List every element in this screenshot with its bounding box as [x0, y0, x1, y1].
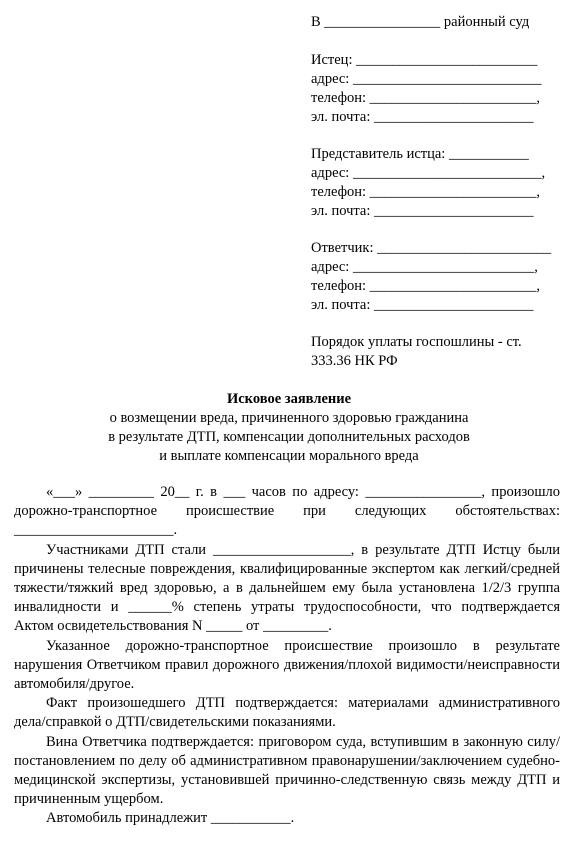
document-title-text: Исковое заявление: [226, 391, 352, 407]
paragraph-vehicle-owner: Автомобиль принадлежит ___________.: [46, 810, 295, 827]
subtitle-line-1: о возмещении вреда, причиненного здоровью гражданина: [109, 410, 469, 426]
representative-address: адрес: __________________________,: [311, 165, 546, 181]
plaintiff-address: адрес: __________________________: [311, 71, 542, 87]
claim-body: [14, 483, 560, 829]
paragraph-incident: «___» _________ 20__ г. в ___ часов по адресу: ________________, произошло дорожно-транспортное происшествие при следующих обстоятельствах: ______________________.: [14, 484, 560, 539]
document-title: [0, 390, 578, 409]
defendant-address: адрес: _________________________,: [311, 259, 538, 275]
defendant-phone: телефон: _______________________,: [311, 278, 541, 294]
plaintiff-label: Истец: _________________________: [311, 52, 538, 68]
plaintiff-email: эл. почта: ______________________: [311, 109, 534, 125]
paragraph-evidence: Факт произошедшего ДТП подтверждается: материалами административного дела/справкой о ДТП/свидетельскими показаниями.: [14, 695, 560, 731]
court-line: В ________________ районный суд: [311, 14, 530, 30]
subtitle-line-2: в результате ДТП, компенсации дополнительных расходов: [108, 429, 470, 445]
paragraph-participants: Участниками ДТП стали ___________________, в результате ДТП Истцу были причинены телесные повреждения, квалифицированные экспертом как легкий/средней тяжести/тяжкий вред здоровью, а в дальнейшем ему была установлена 1/2/3 группа инвалидности и ______% степень утраты трудоспособности, что подтверждается Актом освидетельствования N _____ от _________.: [14, 541, 560, 635]
representative-label: Представитель истца: ___________: [311, 146, 529, 162]
representative-email: эл. почта: ______________________: [311, 203, 534, 219]
defendant-email: эл. почта: ______________________: [311, 297, 534, 313]
fee-line-2: 333.36 НК РФ: [311, 353, 398, 369]
fee-line-1: Порядок уплаты госпошлины - ст.: [311, 334, 522, 350]
subtitle-line-3: и выплате компенсации морального вреда: [159, 448, 419, 464]
paragraph-cause: Указанное дорожно-транспортное происшествие произошло в результате нарушения Ответчиком правил дорожного движения/плохой видимости/неисправности автомобиля/другое.: [14, 637, 560, 693]
paragraph-guilt: Вина Ответчика подтверждается: приговором суда, вступившим в законную силу/постановлением по делу об административном правонарушении/заключением судебно-медицинской экспертизы, установившей причинно-следственную связь между ДТП и причиненным ущербом.: [14, 733, 560, 808]
defendant-label: Ответчик: ________________________: [311, 240, 552, 256]
plaintiff-phone: телефон: _______________________,: [311, 90, 541, 106]
representative-phone: телефон: _______________________,: [311, 184, 541, 200]
